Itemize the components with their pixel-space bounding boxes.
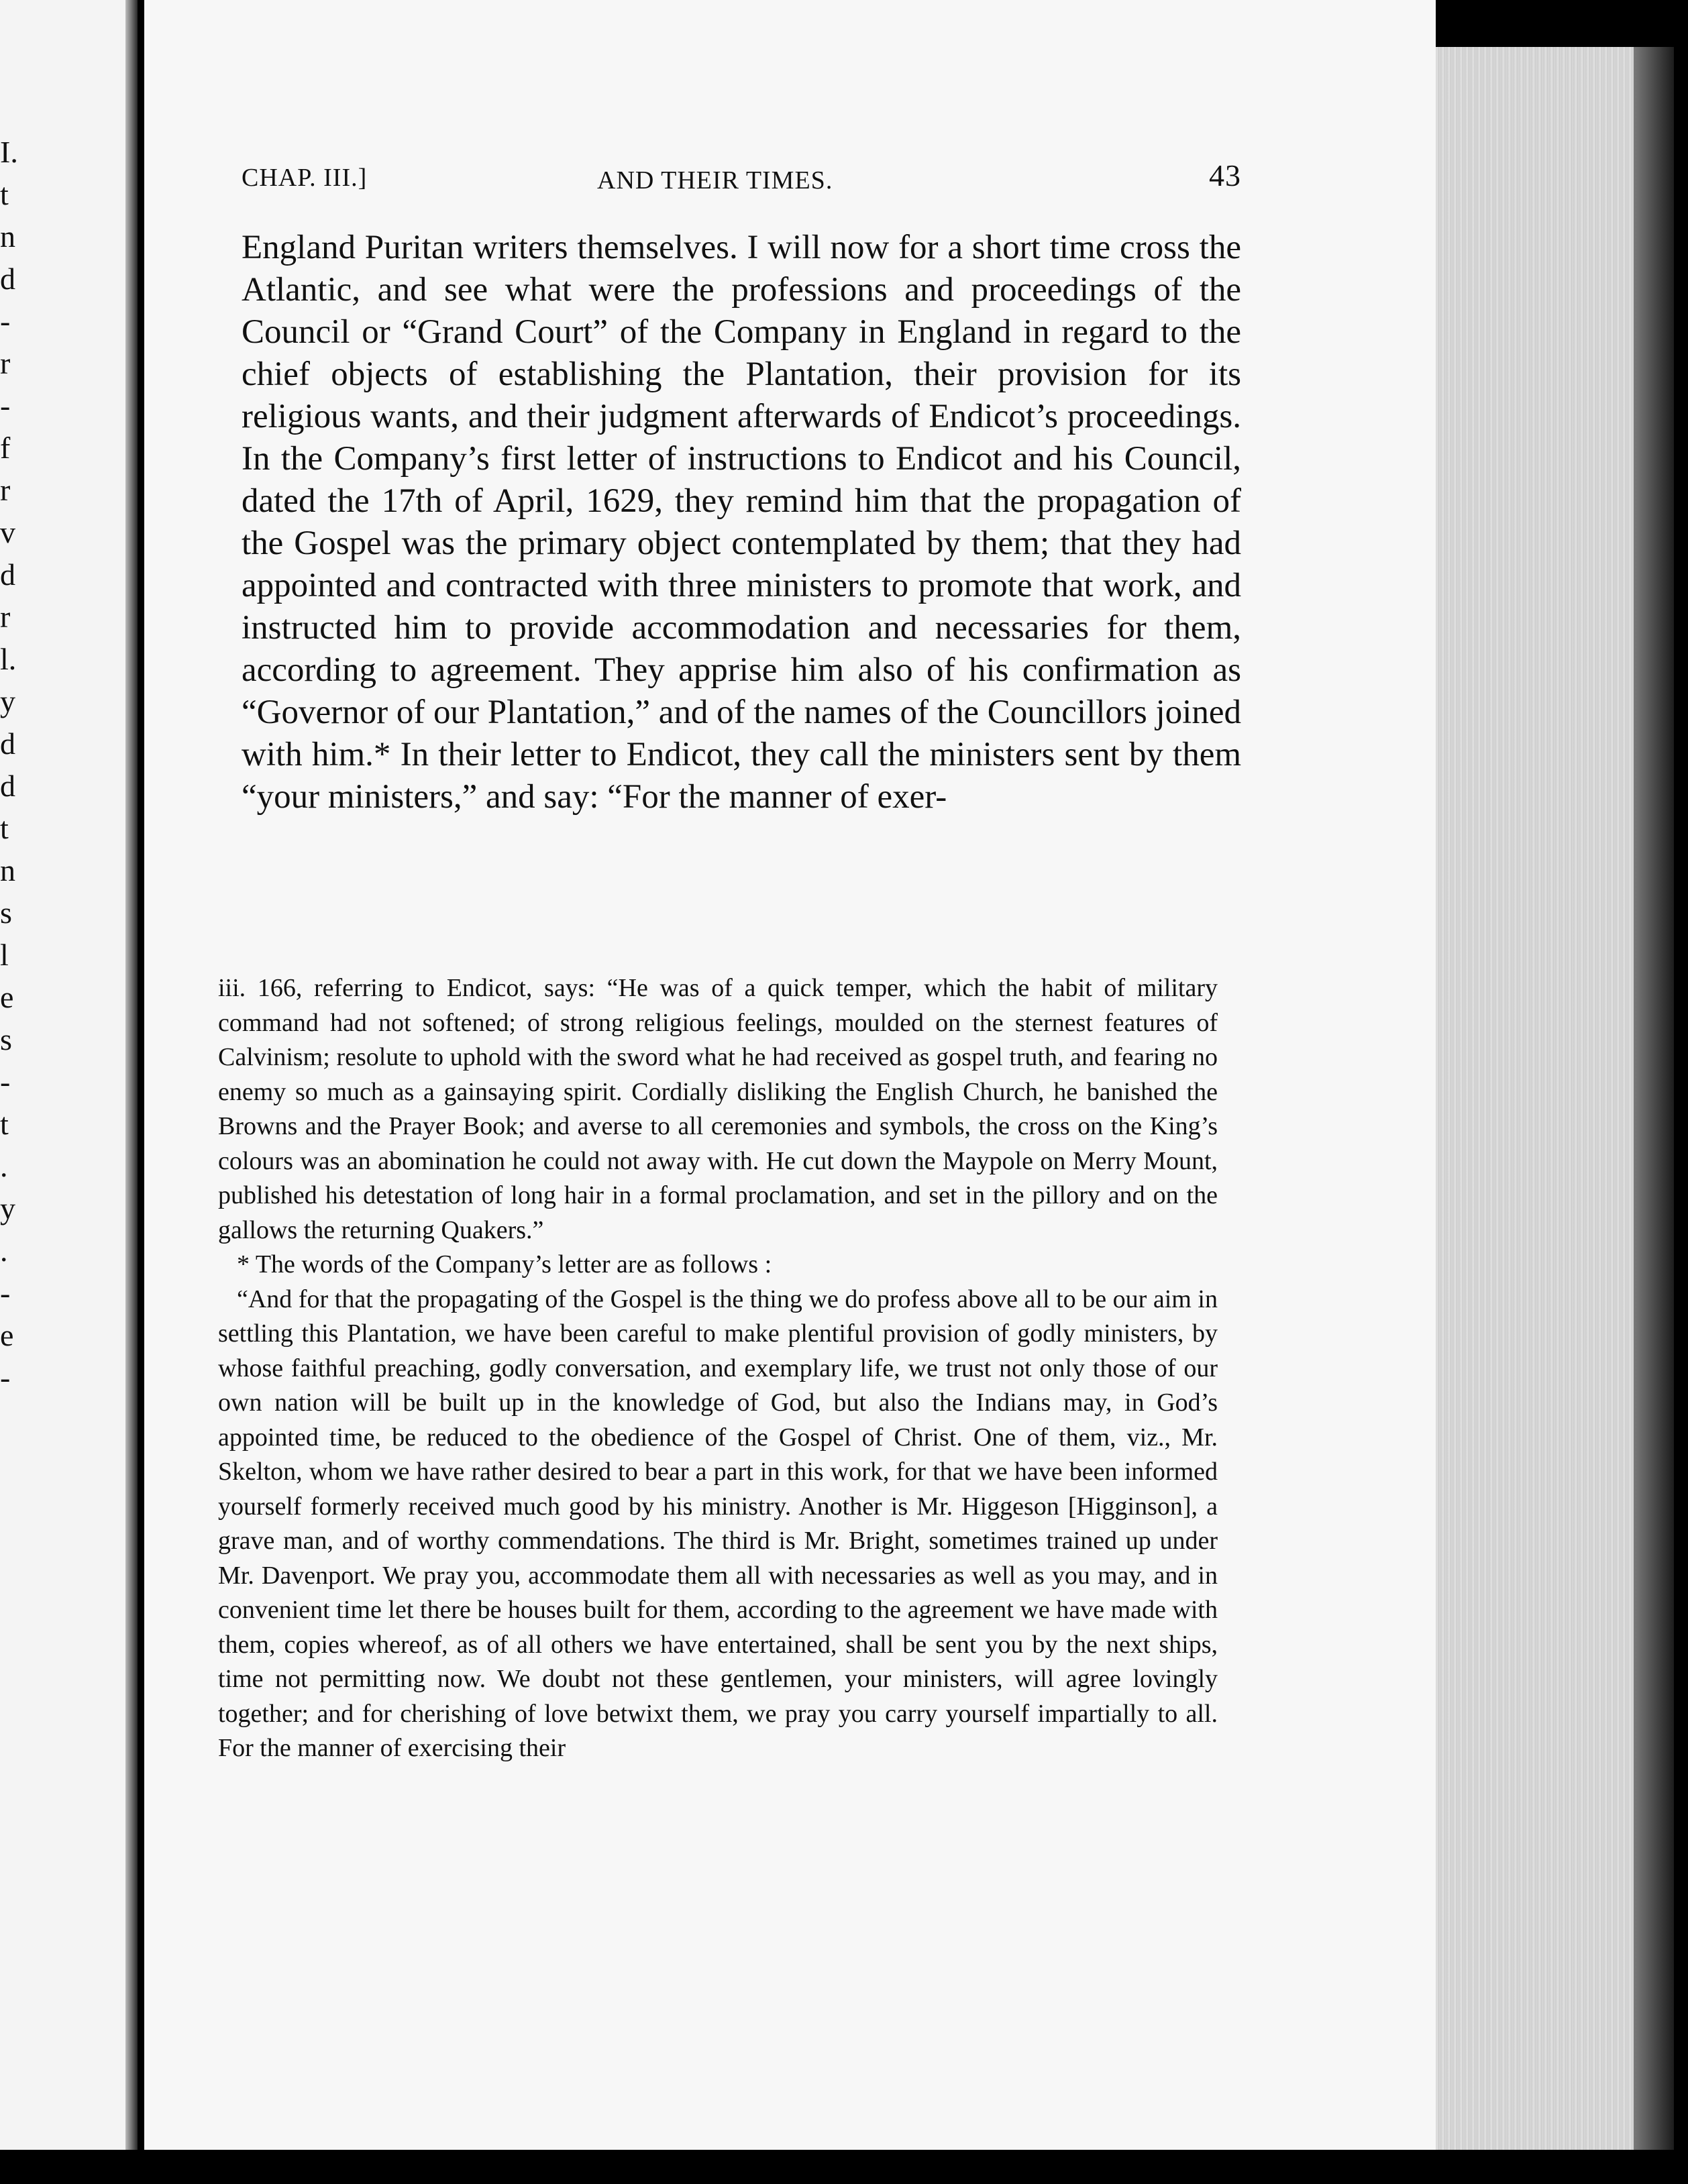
- previous-page-char: f: [0, 431, 11, 465]
- scan-border: [0, 2150, 1688, 2184]
- previous-page-char: s: [0, 1022, 12, 1056]
- running-title: AND THEIR TIMES.: [597, 166, 833, 195]
- previous-page-char: -: [0, 388, 11, 423]
- previous-page-char: n: [0, 219, 15, 254]
- main-text-block: [242, 227, 1241, 818]
- footnotes: [218, 971, 1218, 1766]
- previous-page-edge-text: [0, 131, 27, 1399]
- previous-page-char: -: [0, 1360, 11, 1395]
- book-cover-shadow: [1634, 47, 1674, 2150]
- footnote-continued: iii. 166, referring to Endicot, says: “He was of a quick temper, which the habit of military command had not softened; of strong religious feelings, moulded on the sternest features of Calvinism; resolute to uphold with the sword what he had received as gospel truth, and fearing no enemy so much as a gainsaying spirit. Cordially disliking the English Church, he banished the Browns and the Prayer Book; and averse to all ceremonies and symbols, the cross on the King’s colours was an abomination he could not away with. He cut down the Maypole on Merry Mount, published his detestation of long hair in a formal proclamation, and set in the pillory and on the gallows the returning Quakers.”: [218, 974, 1218, 1244]
- previous-page-char: r: [0, 346, 11, 380]
- previous-page-char: I.: [0, 135, 18, 169]
- book-fold-shadow: [125, 0, 138, 2184]
- previous-page-char: d: [0, 557, 15, 592]
- main-paragraph: England Puritan writers themselves. I will now for a short time cross the Atlantic, and see what were the professions and proceedings of the Council or “Grand Court” of the Company in England in regard to the chief objects of establishing the Plantation, their provision for its religious wants, and their judgment afterwards of Endicot’s proceedings. In the Company’s first letter of instructions to Endicot and his Council, dated the 17th of April, 1629, they remind him that the propagation of the Gospel was the primary object contemplated by them; that they had appointed and contracted with three ministers to promote that work, and instructed him to provide accommodation and necessaries for them, according to agreement. They apprise him also of his confirmation as “Governor of our Plantation,” and of the names of the Councillors joined with him.* In their letter to Endicot, they call the ministers sent by them “your ministers,” and say: “For the manner of exer-: [242, 229, 1241, 816]
- previous-page-char: t: [0, 811, 9, 845]
- previous-page-char: r: [0, 473, 11, 507]
- running-header: [242, 158, 1241, 205]
- previous-page-char: .: [0, 1234, 8, 1268]
- previous-page-char: l: [0, 938, 9, 972]
- previous-page-char: e: [0, 980, 14, 1014]
- previous-page-char: t: [0, 177, 9, 211]
- footnote-letter: “And for that the propagating of the Gospel is the thing we do profess above all to be our aim in settling this Plantation, we have been careful to make plentiful provision of godly ministers, by whose faithful preaching, godly conversation, and exemplary life, we trust not only those of our own nation will be built up in the knowledge of God, but also the Indians may, in God’s appointed time, be reduced to the obedience of the Gospel of Christ. One of them, viz., Mr. Skelton, whom we have rather desired to bear a part in this work, for that we have been informed yourself formerly received much good by his ministry. Another is Mr. Higgeson [Higginson], a grave man, and of worthy commendations. The third is Mr. Bright, sometimes trained up under Mr. Davenport. We pray you, accommodate them all with necessaries as well as you may, and in convenient time let there be houses built for them, according to the agreement we have made with them, copies whereof, as of all others we have entertained, shall be sent you by the next ships, time not permitting now. We doubt not these gentlemen, your ministers, will agree lovingly together; and for cherishing of love betwixt them, we pray you carry yourself impartially to all. For the manner of exercising their: [218, 1285, 1218, 1762]
- previous-page-strip: [0, 0, 138, 2184]
- previous-page-char: d: [0, 262, 15, 296]
- previous-page-char: -: [0, 304, 11, 338]
- previous-page-char: d: [0, 726, 15, 761]
- previous-page-char: l.: [0, 642, 17, 676]
- previous-page-char: -: [0, 1064, 11, 1099]
- previous-page-char: t: [0, 1107, 9, 1141]
- previous-page-char: y: [0, 684, 15, 718]
- previous-page-char: -: [0, 1276, 11, 1310]
- previous-page-char: d: [0, 769, 15, 803]
- page-number: 43: [1209, 158, 1241, 193]
- previous-page-char: e: [0, 1318, 14, 1352]
- previous-page-char: n: [0, 853, 15, 887]
- previous-page-char: s: [0, 895, 12, 930]
- previous-page-char: .: [0, 1149, 8, 1183]
- chapter-label: CHAP. III.]: [242, 164, 368, 192]
- previous-page-char: v: [0, 515, 15, 549]
- previous-page-char: y: [0, 1191, 15, 1225]
- page-edge-stack: [1409, 47, 1674, 2150]
- footnote-intro: * The words of the Company’s letter are as follows :: [237, 1250, 772, 1278]
- previous-page-char: r: [0, 600, 11, 634]
